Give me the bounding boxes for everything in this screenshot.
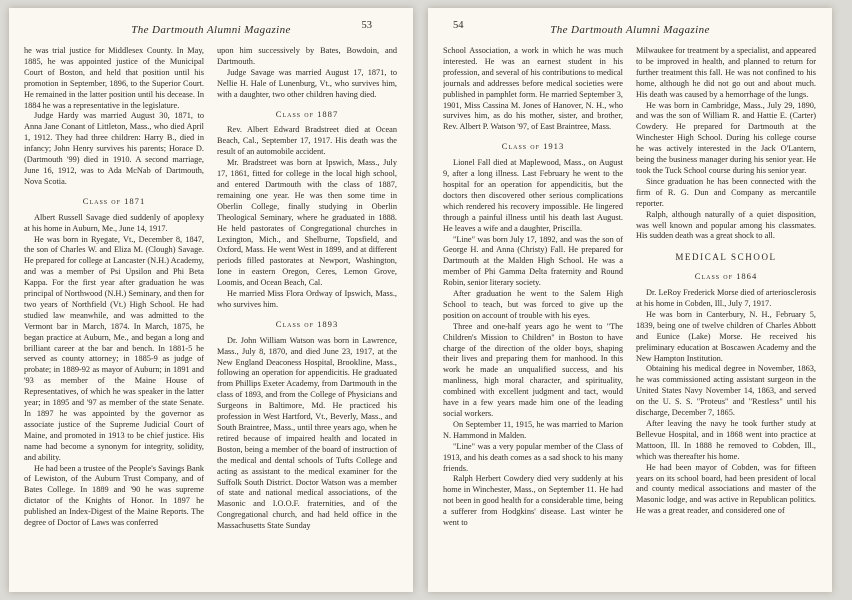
paragraph: Dr. John William Watson was born in Lawrence, Mass., July 8, 1870, and died June 23, 1917, at the New England Deaconess Hospital, Brookline, Mass., following an operation for appendicitis. He graduated from Phillips Exeter Academy, from Dartmouth in the class of 1893, and from the College of Physicians and Surgeons in Baltimore, Md. He practiced his profession in West Hartford, Vt., Beverly, Mass., and South Braintree, Mass., until three years ago, when he retired because of impaired health and located in Boston, being a member of the board of instruction of the medical and dental schools of Tufts College and acting as assistant to the medical examiner for the Suffolk South District. Doctor Watson was a member of state and national medical associations, of the Masonic and I.O.O.F. fraternities, and of the Congregational church, and had held office in the Massachusetts State Sunday bbox=[217, 335, 397, 531]
text-columns bbox=[24, 46, 398, 582]
paragraph: "Line" was born July 17, 1892, and was the son of George H. and Anna (Christy) Fall. He prepared for Dartmouth at the Malden High School. He was a member of Phi Gamma Delta fraternity and Round Robin, senior literary society. bbox=[443, 234, 623, 288]
paragraph: upon him successively by Bates, Bowdoin, and Dartmouth. bbox=[217, 46, 397, 66]
page-number: 53 bbox=[361, 20, 372, 31]
text-column bbox=[24, 46, 204, 582]
paragraph: Ralph, although naturally of a quiet disposition, was well known and popular among his classmates. His sudden death was a great shock to all. bbox=[636, 209, 816, 241]
class-heading: Class of 1864 bbox=[694, 271, 758, 282]
paragraph: He married Miss Flora Ordway of Ipswich, Mass., who survives him. bbox=[217, 289, 397, 309]
paragraph: He was born in Ryegate, Vt., December 8, 1847, the son of Charles W. and Eliza M. (Clough) Savage. He prepared for college at Lancaster (N.H.) Academy, and was a member of Psi Upsilon and Phi Beta Kappa. For the first year after graduation he was principal of Northwood (N.H.) Seminary, and then for two years of Northfield (Vt.) High School. He had studied law meanwhile, and was admitted to the Vermont bar in March, 1874. In March, 1875, he began practice at Auburn, Me., and began a long and brilliant career at the bar and bench. In 1881-5 he served as county attorney; in 1885-9 as judge of probate; in 1889-92 as mayor of Auburn; in 1891 and '93 as member of the Maine House of Representatives, of which he was speaker in the latter year; in 1895 and '97 as member of the state Senate. In 1897 he was appointed by the governor as associate justice of the Supreme Judicial Court of Maine, and promoted in 1913 to be chief justice. His name had become a synonym for integrity, solidity, and ability. bbox=[24, 234, 204, 462]
page-number: 54 bbox=[453, 20, 464, 31]
class-heading: Class of 1887 bbox=[275, 108, 339, 119]
paragraph: He was born in Canterbury, N. H., February 5, 1839, being one of twelve children of Charles Abbott and Eunice (Lake) Morse. He received his preliminary education at Boscawen Academy and the New Hampton Institution. bbox=[636, 309, 816, 363]
page-header bbox=[443, 20, 817, 38]
class-heading: Class of 1913 bbox=[501, 141, 565, 152]
text-columns bbox=[443, 46, 817, 582]
paragraph: Three and one-half years ago he went to "The Children's Mission to Children" in Boston to have charge of the direction of the older boys, shaping their lives and preparing them for manhood. In this work he made an unqualified success, and his manliness, high moral character, and spirituality, combined with excellent judgment and tact, would have in a few years made him one of the leading social workers. bbox=[443, 321, 623, 418]
paragraph: After graduation he went to the Salem High School to teach, but was forced to give up the position on account of trouble with his eyes. bbox=[443, 289, 623, 320]
paragraph: He had been mayor of Cobden, was for fifteen years on its school board, had been president of local and county medical associations and master of the Masonic lodge, and was active in Republican politics. He was a great reader, and considered one of bbox=[636, 462, 816, 516]
paragraph: He was born in Cambridge, Mass., July 29, 1890, and was the son of William R. and Hattie E. (Carter) Cowdery. He prepared for Dartmouth at the Winchester High School. During his college course he was actively interested in the Jack O'Lantern, being the business manager during his senior year. He took the Tuck School course during his senior year. bbox=[636, 100, 816, 175]
journal-title: The Dartmouth Alumni Magazine bbox=[550, 24, 710, 36]
paragraph: Milwaukee for treatment by a specialist, and appeared to be improved in health, and planned to return for further treatment this fall. He was not confined to his home, although he did not go out and about much. His death was caused by a hemorrhage of the lungs. bbox=[636, 46, 816, 99]
text-column bbox=[443, 46, 623, 582]
paragraph: Albert Russell Savage died suddenly of apoplexy at his home in Auburn, Me., June 14, 1917. bbox=[24, 212, 204, 233]
class-heading: Class of 1871 bbox=[82, 195, 146, 206]
paragraph: After leaving the navy he took further study at Bellevue Hospital, and in 1868 went into practice at Mattoon, Ill. In 1888 he removed to Cobden, Ill., which was thereafter his home. bbox=[636, 419, 816, 461]
page-left bbox=[9, 8, 413, 592]
paragraph: he was trial justice for Middlesex County. In May, 1885, he was appointed justice of the Municipal Court of Boston, and held that position until his promotion in September, 1896, to the Superior Court. He remained in the latter position until his decease. In 1884 he was a representative in the legislature. bbox=[24, 46, 204, 110]
paragraph: "Line" was a very popular member of the Class of 1913, and his death comes as a sad shock to his many friends. bbox=[443, 441, 623, 473]
paragraph: Ralph Herbert Cowdery died very suddenly at his home in Winchester, Mass., on September 11. He had not been in good health for a considerable time, being a sufferer from Hodgkins' disease. Last winter he went to bbox=[443, 474, 623, 528]
paragraph: Rev. Albert Edward Bradstreet died at Ocean Beach, Cal., September 17, 1917. His death was the result of an automobile accident. bbox=[217, 125, 397, 157]
class-heading: Class of 1893 bbox=[275, 318, 339, 329]
paragraph: School Association, a work in which he was much interested. He was an earnest student in his profession, and several of his contributions to medical journals and addresses before medical societies were published in pamphlet form. He married September 3, 1901, Miss Cassina M. Jones of Hanover, N. H., who survives him, as do his mother, sister, and brother, Rev. Albert P. Watson '97, of East Braintree, Mass. bbox=[443, 46, 623, 132]
paragraph: Lionel Fall died at Maplewood, Mass., on August 9, after a long illness. Last February he went to the hospital for an operation for appendicitis, but the doctors then discovered other serious complications which rendered his recovery impossible. He lingered through a painful illness until his death last August. He leaves a wife and a daughter, Priscilla. bbox=[443, 158, 623, 233]
paragraph: Obtaining his medical degree in November, 1863, he was commissioned acting assistant surgeon in the United States Navy November 14, 1863, and served on the U. S. S. "Proteus" and "Restless" until his discharge, December 7, 1865. bbox=[636, 364, 816, 418]
paragraph: Judge Hardy was married August 30, 1871, to Anna Jane Conant of Littleton, Mass., who died April 1, 1912. They had three children: Harry B., died in infancy; John Henry survives his parents; Horace D. (Dartmouth '99) died in 1910. A second marriage, June 16, 1912, was to Ada McNab of Dartmouth, Nova Scotia. bbox=[24, 111, 204, 186]
text-column bbox=[217, 46, 397, 582]
page-header bbox=[24, 20, 398, 38]
page-right bbox=[428, 8, 832, 592]
department-heading: MEDICAL SCHOOL bbox=[675, 252, 777, 263]
paragraph: Judge Savage was married August 17, 1871, to Nellie H. Hale of Lunenburg, Vt., who survives him, with a daughter, two other children having died. bbox=[217, 67, 397, 99]
paragraph: Dr. LeRoy Frederick Morse died of arteriosclerosis at his home in Cobden, Ill., July 7, 1917. bbox=[636, 288, 816, 309]
paragraph: On September 11, 1915, he was married to Marion N. Hammond in Malden. bbox=[443, 419, 623, 440]
paragraph: Since graduation he has been connected with the firm of R. G. Dun and Company as mercantile reporter. bbox=[636, 176, 816, 208]
text-column bbox=[636, 46, 816, 582]
paragraph: Mr. Bradstreet was born at Ipswich, Mass., July 17, 1861, fitted for college in the local high school, and entered Dartmouth with the class of 1887, remaining one year. He was then some time in Oberlin College, finally studying in Oberlin Theological Seminary, where he graduated in 1888. He held pastorates of Congregational churches in Lexington, Mich., and Shelburne, Topsfield, and Oxford, Mass. He went West in 1899, and at different periods filled pastorates at Newport, Washington, Ione in eastern Oregon, Ceres, Lemon Grove, Loomis, and Ocean Beach, Cal. bbox=[217, 158, 397, 288]
journal-title: The Dartmouth Alumni Magazine bbox=[131, 24, 291, 36]
paragraph: He had been a trustee of the People's Savings Bank of Lewiston, of the Auburn Trust Company, and of Bates College. In 1889 and '90 he was supreme dictator of the Knights of Honor. In 1897 he published an Index-Digest of the Maine Reports. The degree of Doctor of Laws was conferred bbox=[24, 463, 204, 528]
